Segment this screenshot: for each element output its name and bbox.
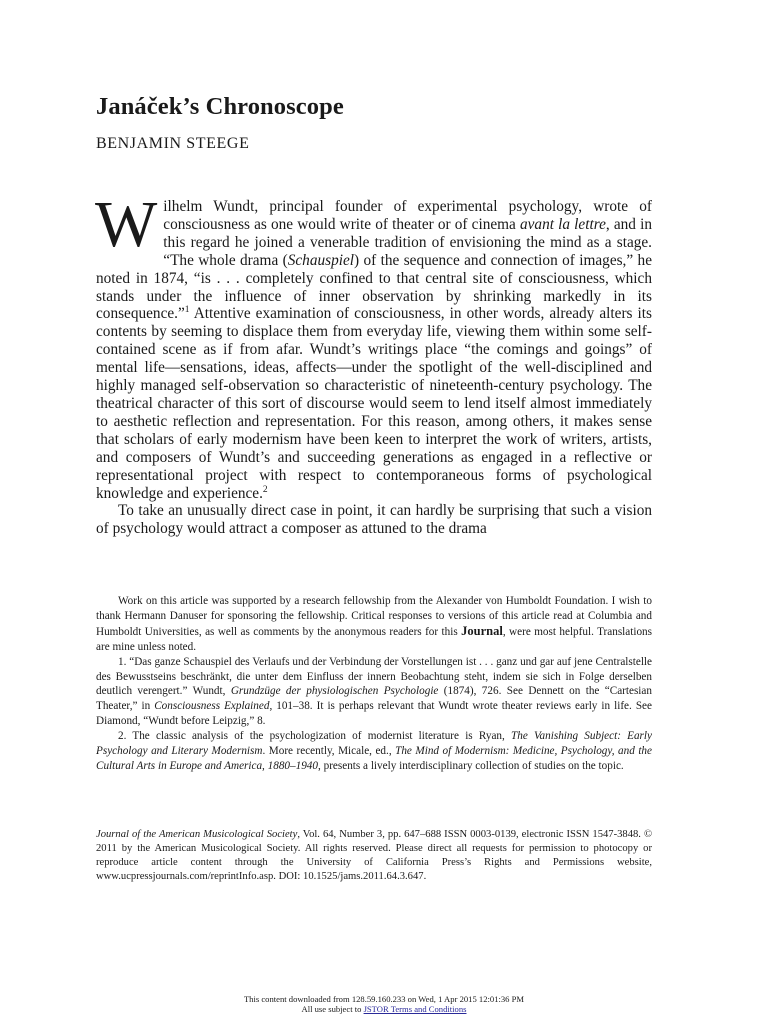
body-paragraph-2: To take an unusually direct case in point, it can hardly be surprising that such a vision of psychology would attract a composer as attuned to the drama	[96, 502, 652, 538]
article-body	[95, 188, 652, 538]
note-italic-text: The Mind of Modernism: Medicine, Psychology, and the Cultural Arts in Europe and America, 1880–1940	[96, 745, 652, 772]
article-author: BENJAMIN STEEGE	[96, 135, 250, 152]
body-text: , and in this regard he joined a venerable tradition of envisioning the mind as a stage. “The whole drama (	[163, 215, 652, 269]
note-text: , were most helpful. Translations are mine unless noted.	[96, 625, 653, 653]
drop-cap: W	[95, 188, 158, 261]
note-journal-name: Journal	[461, 623, 503, 638]
terms-line	[0, 1004, 768, 1014]
footnotes	[96, 594, 652, 774]
terms-prefix: All use subject to	[301, 1004, 364, 1015]
jstor-terms-link[interactable]: JSTOR Terms and Conditions	[363, 1004, 467, 1015]
journal-name: Journal of the American Musicological Society	[96, 829, 298, 840]
download-info: This content downloaded from 128.59.160.233 on Wed, 1 Apr 2015 12:01:36 PM	[243, 994, 525, 1004]
footnote-ref-1: 1	[184, 305, 190, 316]
note-text: 2. The classic analysis of the psychologization of modernist literature is Ryan,	[118, 730, 511, 743]
note-text: (1874), 726. See Dennett on the “Cartesian Theater,” in	[96, 685, 652, 713]
note-text: Work on this article was supported by a research fellowship from the Alexander von Humboldt Foundation. I wish to thank Hermann Danuser for sponsoring the fellowship. Critical responses to versions of this article read at Columbia and Humboldt Universities, as well as comments by the anonymous readers for this	[96, 595, 652, 638]
body-paragraph-1	[95, 188, 652, 502]
body-text: ilhelm Wundt, principal founder of experimental psychology, wrote of consciousness as one would write of theater or of cinema	[163, 198, 652, 233]
download-footer	[0, 994, 768, 1015]
note-italic-text: Grundzüge der physiologischen Psychologie	[230, 685, 439, 698]
body-italic-text: Schauspiel	[287, 251, 355, 269]
body-text: Attentive examination of consciousness, in other words, already alters its contents by seeming to displace them from everyday life, viewing them within some self-contained scene as if from afar. Wundt’s writings place “the comings and goings” of mental life—sensations, ideas, affects—under the spotlight of the well-disciplined and highly managed self-observation so characteristic of nineteenth-century psychology. The theatrical character of this sort of discourse would seem to lend itself almost immediately to aesthetic reflection and representation. For this reason, among others, it makes sense that scholars of early modernism have been keen to interpret the work of writers, artists, and composers of Wundt’s and succeeding generations as engaged in a reflective or representational project with respect to contemporaneous forms of psychological knowledge and experience.	[96, 305, 652, 502]
footnote-2	[96, 729, 652, 774]
article-title: Janáček’s Chronoscope	[96, 93, 344, 120]
note-text: , 101–38. It is perhaps relevant that Wundt wrote theater reviews early in life. See Diamond, “Wundt before Leipzig,” 8.	[96, 700, 652, 728]
journal-info	[96, 828, 652, 884]
body-italic-text: avant la lettre	[519, 215, 606, 233]
note-text: . More recently, Micale, ed.,	[262, 745, 396, 758]
note-text: , presents a lively interdisciplinary collection of studies on the topic.	[318, 759, 624, 772]
footnote-1	[96, 655, 652, 730]
acknowledgment-note	[96, 594, 652, 655]
note-italic-text: Consciousness Explained	[154, 700, 270, 713]
note-italic-text: The Vanishing Subject: Early Psychology and Literary Modernism	[96, 730, 652, 758]
note-text: 1. “Das ganze Schauspiel des Verlaufs und der Verbindung der Vorstellungen ist . . . ganz und gar auf jene Centralstelle des Bewusstseins beschränkt, die unter dem Einfluss der innern Beobachtung steht, indem sie sich in Folge derselben deutlich verengert.” Wundt,	[96, 655, 652, 698]
footnote-ref-2: 2	[262, 484, 268, 495]
body-text: ) of the sequence and connection of images,” he noted in 1874, “is . . . completely confined to that central site of consciousness, which stands under the influence of inner observation by shrinking markedly in its consequence.”	[96, 251, 652, 323]
journal-details: , Vol. 64, Number 3, pp. 647–688 ISSN 0003-0139, electronic ISSN 1547-3848. © 2011 by the American Musicological Society. All rights reserved. Please direct all requests for permission to photocopy or reproduce article content through the University of California Press’s Rights and Permissions website, www.ucpressjournals.com/reprintInfo.asp. DOI: 10.1525/jams.2011.64.3.647.	[96, 829, 652, 883]
